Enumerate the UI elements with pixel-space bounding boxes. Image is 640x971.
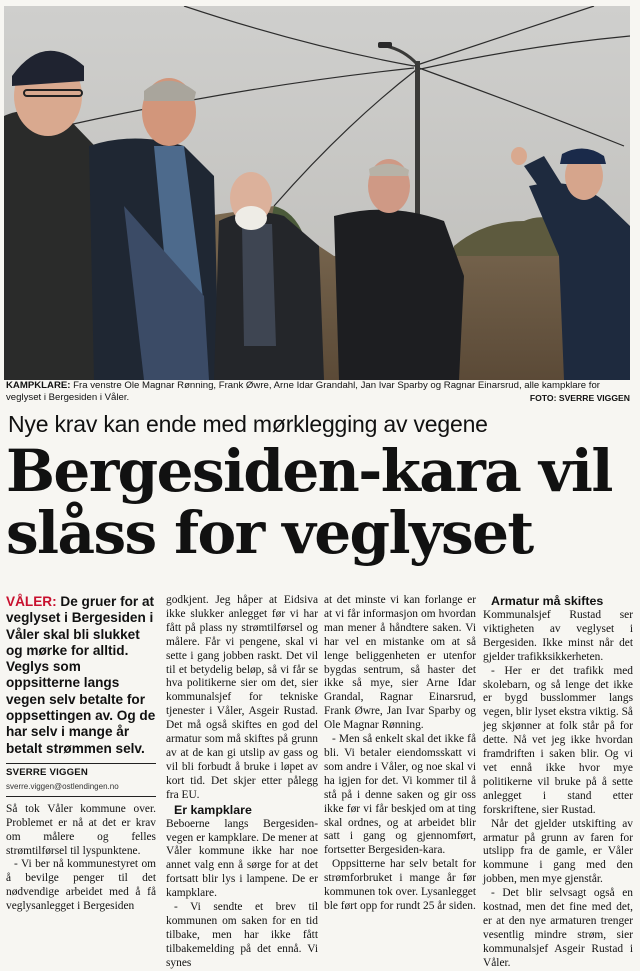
body-paragraph: - Her er det trafikk med skolebarn, og så lenge det ikke er bygd busslommer langs vegen, blir lyset ekstra viktig. Så jeg skjønner at folk står på for dette. Nå vet jeg ikke hvordan framdriften i saken blir. Og vi vet ennå ikke hvor mye politikerne vil bruke på å sette anlegget i stand etter forskriftene, sier Rustad. (483, 664, 633, 816)
byline-rule-bottom (6, 796, 156, 797)
photo-credit: FOTO: SVERRE VIGGEN (529, 393, 630, 403)
body-paragraph: Så tok Våler kommune over. Problemet er nå at det er krav om målere og felles strømtilførsel til lyspunktene. (6, 802, 156, 857)
lede (6, 594, 156, 757)
body-paragraph: - Vi sendte et brev til kommunen om saken for en tid tilbake, men har ikke fått tilbakemelding på det ennå. Vi synes (166, 901, 318, 969)
lede-text: De gruer for at veglyset i Bergesiden i Våler skal bli slukket og mørke for alltid. Veglys som oppsitterne langs vegen selv betalte for oppsettingen av. Og de har selv i mange år betalt strømmen selv. (6, 594, 156, 756)
byline-email: sverre.viggen@ostlendingen.no (6, 781, 119, 791)
body-paragraph: Oppsitterne har selv betalt for strømforbruket i mange år før kommunen tok over. Lysanlegget ble ført opp for rundt 25 år siden. (324, 858, 476, 912)
headline-line-2: slåss for veglyset (6, 499, 533, 567)
column-2 (166, 594, 318, 971)
photo-caption (6, 380, 630, 404)
body-paragraph: at det minste vi kan forlange er at vi får informasjon om hvordan man mener å håndtere saken. Vi har vel en mistanke om at så lenge beliggenheten er utenfor bygdas sentrum, så haster det ikke så mye, sier Arne Idar Grandal, Ragnar Einarsrud, Frank Øwre, Jan Ivar Sparby og Ole Magnar Rønning. (324, 594, 476, 732)
caption-lead: KAMPKLARE: (6, 380, 71, 391)
subhead-armatur: Armatur må skiftes (491, 594, 604, 608)
body-paragraph: Beboerne langs Bergesiden-vegen er kampklare. De mener at Våler kommune ikke har noe annet valg enn å sørge for at det fortsatt blir lys i lampene. De er kampklare. (166, 817, 318, 900)
column-1 (6, 594, 156, 914)
caption-text: Fra venstre Ole Magnar Rønning, Frank Øwre, Arne Idar Grandahl, Jan Ivar Sparby og Ragnar Einarsrud, alle kampklare for veglyset i Bergesiden i Våler. (6, 380, 600, 403)
body-paragraph: Når det gjelder utskifting av armatur på grunn av faren for utslipp fra de gamle, er Våler kommune i gang med den jobben, men mye gjenstår. (483, 817, 633, 886)
kicker: Nye krav kan ende med mørklegging av vegene (8, 411, 488, 437)
column-3 (324, 594, 476, 914)
body-paragraph: - Men så enkelt skal det ikke få bli. Vi betaler eiendomsskatt vi som andre i Våler, og noe skal vi ha igjen for det. Vi kommer til å stå på i denne saken og gir oss ikke før vi får beskjed om at ting skal ordnes, og at arbeidet blir satt i gang og gjennomført, fortsetter Bergesiden-kara. (324, 733, 476, 857)
column-4 (483, 594, 633, 971)
body-paragraph: - Vi ber nå kommunestyret om å bevilge penger til det nødvendige arbeidet med å få veglysanlegget i Bergesiden (6, 858, 156, 913)
dateline: VÅLER: (6, 594, 57, 609)
body-paragraph: - Det blir selvsagt også en kostnad, men det fine med det, er at den nye armaturen trenger vesentlig mindre strøm, sier kommunalsjef Asgeir Rustad i Våler. (483, 887, 633, 969)
article-photo (4, 6, 630, 380)
byline-rule-top (6, 763, 156, 764)
headline (6, 437, 636, 567)
body-paragraph: godkjent. Jeg håper at Eidsiva ikke slukker anlegget før vi har fått på plass ny strømtilførsel og målere. Får vi pengene, skal vi sette i gang jobben raskt. Det vil til et betydelig beløp, så vi får se hva politikerne sier om det, sier kommunalsjef for tekniske tjenester i Våler, Asgeir Rustad. Det må også skiftes en god del armatur som må skiftes på grunn av at de kan gi utslip av gass og vil bli forbudt å bruke i løpet av kort tid. Det skjer etter pålegg fra EU. (166, 594, 318, 801)
subhead-er-kampklare: Er kampklare (174, 802, 252, 817)
headline-line-1: Bergesiden-kara vil (6, 437, 612, 505)
body-paragraph: Kommunalsjef Rustad ser viktigheten av veglyset i Bergesiden. Ikke minst når det gjelder trafikksikkerheten. (483, 609, 633, 663)
byline-name: SVERRE VIGGEN (6, 766, 89, 778)
photo-five-men-under-streetlight-icon (4, 6, 630, 380)
